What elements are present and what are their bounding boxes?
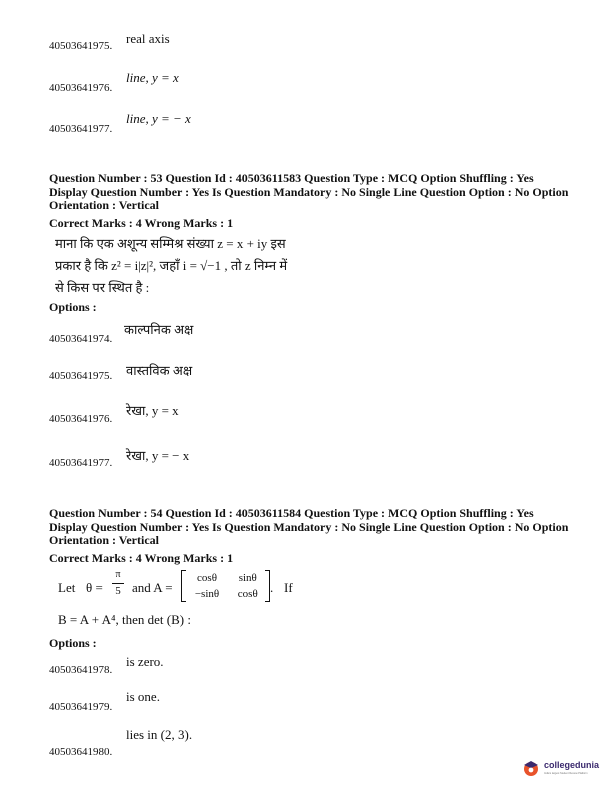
fraction-numerator: π — [115, 569, 121, 580]
question-header-line: Question Number : 54 Question Id : 40503611584 Question Type : MCQ Option Shuffling : Yes — [49, 506, 534, 520]
option-number: 40503641980. — [49, 746, 113, 758]
matrix-a — [186, 570, 265, 602]
option-text: line, y = − x — [126, 111, 191, 126]
marks-label: Correct Marks : 4 Wrong Marks : 1 — [49, 551, 234, 565]
option-text: line, y = x — [126, 70, 179, 85]
option-text: रेखा, y = x — [126, 403, 179, 418]
question-line: प्रकार है कि z² = i|z|², जहाँ i = √−1 , तो z निम्न में — [55, 258, 288, 273]
text-if: If — [284, 580, 293, 595]
graduation-cap-icon — [522, 759, 540, 777]
option-number: 40503641975. — [49, 40, 113, 52]
option-text: is one. — [126, 689, 160, 704]
question-header — [49, 172, 589, 213]
logo-brand: collegedunia — [544, 760, 600, 770]
question-header-line: Question Number : 53 Question Id : 40503611583 Question Type : MCQ Option Shuffling : Yes — [49, 171, 534, 185]
matrix-bracket-right — [265, 570, 270, 602]
option-text: lies in (2, 3). — [126, 727, 193, 742]
fraction-bar — [112, 583, 124, 584]
matrix-cell: sinθ — [238, 572, 257, 584]
matrix-period: . — [270, 580, 274, 595]
question-line: से किस पर स्थित है : — [55, 280, 150, 295]
collegedunia-logo — [522, 757, 608, 781]
option-text: real axis — [126, 31, 170, 46]
option-number: 40503641977. — [49, 123, 113, 135]
theta-equals: θ = — [86, 580, 103, 595]
question-header-line: Orientation : Vertical — [49, 198, 159, 212]
logo-tagline: India's largest Student Review Platform — [544, 772, 588, 775]
option-number: 40503641978. — [49, 664, 113, 676]
question-math-line — [58, 568, 578, 608]
matrix-cell: cosθ — [237, 588, 258, 600]
option-number: 40503641976. — [49, 82, 113, 94]
question-line: B = A + A⁴, then det (B) : — [58, 612, 191, 627]
option-text: काल्पनिक अक्ष — [124, 322, 194, 337]
matrix-cell: −sinθ — [194, 588, 220, 600]
question-header-line: Display Question Number : Yes Is Question Mandatory : No Single Line Question Option : No Option — [49, 184, 569, 199]
text-let: Let — [58, 580, 76, 595]
fraction-denominator: 5 — [115, 585, 121, 597]
options-label: Options : — [49, 636, 97, 650]
option-number: 40503641976. — [49, 413, 113, 425]
matrix-bracket-left — [181, 570, 186, 602]
question-header-line: Display Question Number : Yes Is Question Mandatory : No Single Line Question Option : No Option — [49, 519, 569, 534]
text-and-a: and A = — [132, 580, 173, 595]
option-text: वास्तविक अक्ष — [126, 363, 193, 378]
question-text — [55, 233, 575, 299]
question-header-line: Orientation : Vertical — [49, 533, 159, 547]
matrix-cell: cosθ — [197, 572, 217, 584]
option-number: 40503641974. — [49, 333, 113, 345]
option-text: is zero. — [126, 654, 164, 669]
option-number: 40503641979. — [49, 701, 113, 713]
options-label: Options : — [49, 300, 97, 314]
option-text: रेखा, y = − x — [126, 448, 190, 463]
option-number: 40503641975. — [49, 370, 113, 382]
question-header — [49, 507, 589, 548]
question-line: माना कि एक अशून्य सम्मिश्र संख्या z = x + iy इस — [55, 236, 286, 251]
option-number: 40503641977. — [49, 457, 113, 469]
marks-label: Correct Marks : 4 Wrong Marks : 1 — [49, 216, 234, 230]
